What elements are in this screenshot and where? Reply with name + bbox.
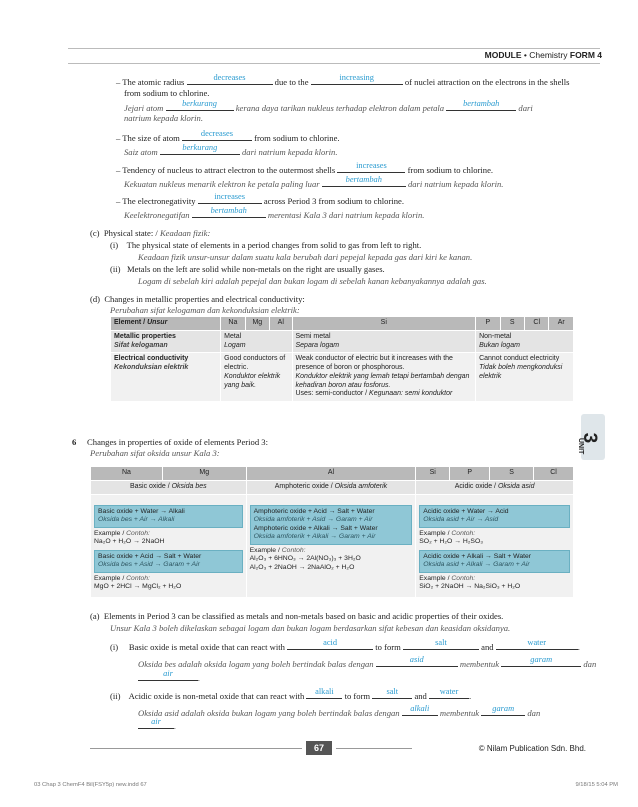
element-cell: P (476, 317, 500, 331)
oxide-element-cell: Si (416, 467, 450, 481)
metallic-title: (d) Changes in metallic properties and electrical conductivity: (90, 294, 305, 304)
element-cell: S (500, 317, 524, 331)
tendency-ms-line: Kekuatan nukleus menarik elektron ke petala paling luar bertambah dari natrium kepada klorin. (124, 174, 504, 189)
basic-def-line: (i) Basic oxide is metal oxide that can react with acid to form salt and water . (110, 637, 580, 652)
electro-line: – The electronegativity increases across Period 3 from sodium to chlorine. (116, 191, 404, 206)
footer-rule-left (90, 748, 302, 749)
unit-tab (577, 414, 605, 460)
print-slug-left: 03 Chap 3 ChemF4 Bil(FSY5p) new.indd 67 (34, 782, 147, 788)
electro-ms-blank: bertambah (192, 208, 266, 218)
oxide-reaction-row (91, 494, 574, 597)
element-header-row (111, 317, 574, 331)
acidic-def-ms-blank-2: garam (481, 706, 525, 716)
acidic-def-ms-blank-1: alkali (402, 706, 438, 716)
tendency-line: – Tendency of nucleus to attract electron to the outermost shells increases from sodium to chlorine. (116, 160, 494, 175)
acidic-def-blank-1: alkali (306, 689, 342, 699)
subject-label: Chemistry (529, 50, 568, 60)
metallic-title-ms: Perubahan sifat kelogaman dan kekonduksian elektrik: (110, 305, 300, 315)
element-header-label: Element / Unsur (111, 317, 221, 331)
non-conductor-cell: Cannot conduct electricity Tidak boleh mengkonduksi elektrik (476, 353, 574, 402)
radius-line: – The atomic radius decreases due to the increasing of nuclei attraction on the electrons in the shells (116, 72, 570, 87)
metal-cell: Metal Logam (221, 330, 292, 353)
amphoteric-example: Example / Contoh: Al₂O₃ + 6HNO₃ → 2Al(NO₃)₃ + 3H₂O Al₂O₃ + 2NaOH → 2NaAlO₂ + H₂O (249, 546, 361, 571)
element-cell: Al (270, 317, 292, 331)
basic-def-ms-blank-2: garam (501, 657, 581, 667)
element-cell: Si (292, 317, 476, 331)
basic-def-ms-blank-1: asid (376, 657, 458, 667)
print-slug-right: 9/18/15 5:04 PM (575, 782, 618, 788)
oxides-table (90, 466, 574, 598)
unit-number: 3 (579, 432, 601, 444)
physical-title: (c) Physical state: / Keadaan fizik: (90, 228, 211, 238)
acidic-def-ms-line: Oksida asid adalah oksida bukan logam yang boleh bertindak balas dengan alkali membentuk garam dan (138, 703, 541, 718)
amphoteric-oxide-header: Amphoteric oxide / Oksida amfoterik (246, 481, 416, 495)
size-line: – The size of atom decreases from sodium to chlorine. (116, 128, 340, 143)
radius-ms-blank-2: bertambah (446, 101, 516, 111)
oxide-element-cell: S (490, 467, 534, 481)
basic-oxide-cell (91, 494, 247, 597)
radius-line-2: from sodium to chlorine. (124, 88, 210, 98)
basic-def-blank-3: water (496, 640, 578, 650)
basic-example-1: Example / Contoh: Na₂O + H₂O → 2NaOH (94, 529, 165, 546)
size-ms-line: Saiz atom berkurang dari natrium kepada klorin. (124, 142, 338, 157)
tendency-blank: increases (337, 163, 405, 173)
element-cell: Cl (525, 317, 549, 331)
physical-ii-ms: Logam di sebelah kiri adalah pepejal dan bukan logam di sebelah kanan kebanyakannya adalah gas. (138, 276, 487, 286)
basic-def-blank-2: salt (403, 640, 479, 650)
metallic-properties-label: Metallic properties Sifat kelogaman (111, 330, 221, 353)
oxide-element-cell: Cl (534, 467, 574, 481)
metallic-table (110, 316, 574, 402)
element-cell: Mg (245, 317, 269, 331)
metallic-properties-row (111, 330, 574, 353)
oxide-element-row (91, 467, 574, 481)
acidic-oxide-cell (416, 494, 574, 597)
size-blank: decreases (182, 131, 252, 141)
radius-ms-line: Jejari atom berkurang kerana daya tarikan nukleus terhadap elektron dalam petala bertambah dari (124, 98, 533, 113)
oxide-element-cell: Mg (162, 467, 246, 481)
basic-def-blank-1: acid (287, 640, 373, 650)
size-ms-blank: berkurang (160, 145, 240, 155)
page-number: 67 (306, 741, 332, 755)
acidic-example-1: Example / Contoh: SO₂ + H₂O → H₂SO₃ (419, 529, 484, 546)
radius-blank-2: increasing (311, 75, 403, 85)
module-label: MODULE (484, 50, 522, 60)
radius-ms-line-2: natrium kepada klorin. (124, 113, 204, 123)
amphoteric-reactions: Amphoteric oxide + Acid → Salt + Water Oksida amfoterik + Asid → Garam + Air Amphoteric oxide + Alkali → Salt + Water Oksida amfoterik + Alkali → Garam + Air (250, 505, 413, 545)
acidic-example-2: Example / Contoh: SiO₂ + 2NaOH → Na₂SiO₃ + H₂O (419, 574, 521, 591)
acidic-def-ms-blank-3: air (138, 719, 174, 729)
acidic-def-ms-line-2: air . (138, 719, 176, 732)
running-header (485, 50, 602, 61)
weak-conductor-cell: Weak conductor of electric but it increases with the presence of boron or phosphorous. Konduktor elektrik yang lemah tetapi bertambah dengan kehadiran boron atau fosforus. Uses: semi-conductor / Kegunaan: semi konduktor (292, 353, 476, 402)
publisher-credit: © Nilam Publication Sdn. Bhd. (478, 744, 586, 753)
basic-def-ms-blank-3: air (138, 671, 198, 681)
oxide-type-row (91, 481, 574, 495)
element-cell: Ar (549, 317, 574, 331)
oxide-element-cell: P (450, 467, 490, 481)
radius-blank-1: decreases (187, 75, 273, 85)
header-dot: • (523, 50, 527, 60)
acidic-def-blank-2: salt (372, 689, 412, 699)
physical-i: (i) The physical state of elements in a period changes from solid to gas from left to right. (110, 240, 422, 250)
non-metal-cell: Non-metal Bukan logam (476, 330, 574, 353)
tendency-ms-blank: bertambah (322, 177, 406, 187)
basic-reaction-acid: Basic oxide + Acid → Salt + Water Oksida bes + Asid → Garam + Air (94, 550, 243, 573)
acidic-reaction-water: Acidic oxide + Water → Acid Oksida asid + Air → Asid (419, 505, 570, 528)
basic-def-ms-line: Oksida bes adalah oksida logam yang boleh bertindak balas dengan asid membentuk garam dan (138, 654, 597, 669)
oxides-title: 6 Changes in properties of oxide of elements Period 3: (72, 437, 268, 447)
unit-label: UNIT (577, 438, 584, 455)
amphoteric-oxide-cell (246, 494, 416, 597)
basic-def-ms-line-2: air . (138, 671, 200, 684)
electro-ms-line: Keelektronegatifan bertambah merentasi Kala 3 dari natrium kepada klorin. (124, 205, 425, 220)
radius-ms-blank-1: berkurang (166, 101, 234, 111)
physical-i-ms: Keadaan fizik unsur-unsur dalam suatu kala berubah dari pepejal kepada gas dari kiri ke kanan. (138, 252, 473, 262)
basic-oxide-header: Basic oxide / Oksida bes (91, 481, 247, 495)
acidic-oxide-header: Acidic oxide / Oksida asid (416, 481, 574, 495)
element-cell: Na (221, 317, 245, 331)
oxides-title-ms: Perubahan sifat oksida unsur Kala 3: (90, 448, 220, 458)
basic-reaction-water: Basic oxide + Water → Alkali Oksida bes + Air → Alkali (94, 505, 243, 528)
electro-blank: increases (198, 194, 262, 204)
form-label: FORM 4 (569, 50, 602, 60)
conductivity-label: Electrical conductivity Kekonduksian elektrik (111, 353, 221, 402)
acidic-def-line: (ii) Acidic oxide is non-metal oxide that can react with alkali to form salt and water . (110, 686, 472, 701)
acidic-reaction-alkali: Acidic oxide + Alkali → Salt + Water Oksida asid + Alkali → Garam + Air (419, 550, 570, 573)
physical-ii: (ii) Metals on the left are solid while non-metals on the right are usually gases. (110, 264, 385, 274)
footer-rule-right (336, 748, 412, 749)
classify-line: (a) Elements in Period 3 can be classified as metals and non-metals based on basic and acidic properties of their oxides. (90, 611, 504, 621)
oxide-element-cell: Na (91, 467, 163, 481)
classify-ms-line: Unsur Kala 3 boleh dikelaskan sebagai logam dan bukan logam berdasarkan sifat kebesan dan keasidan oksidanya. (110, 623, 511, 633)
good-conductor-cell: Good conductors of electric. Konduktor elektrik yang baik. (221, 353, 292, 402)
basic-example-2: Example / Contoh: MgO + 2HCl → MgCl₂ + H₂O (94, 574, 182, 591)
oxide-element-cell: Al (246, 467, 416, 481)
acidic-def-blank-3: water (429, 689, 469, 699)
semi-metal-cell: Semi metal Separa logam (292, 330, 476, 353)
conductivity-row (111, 353, 574, 402)
